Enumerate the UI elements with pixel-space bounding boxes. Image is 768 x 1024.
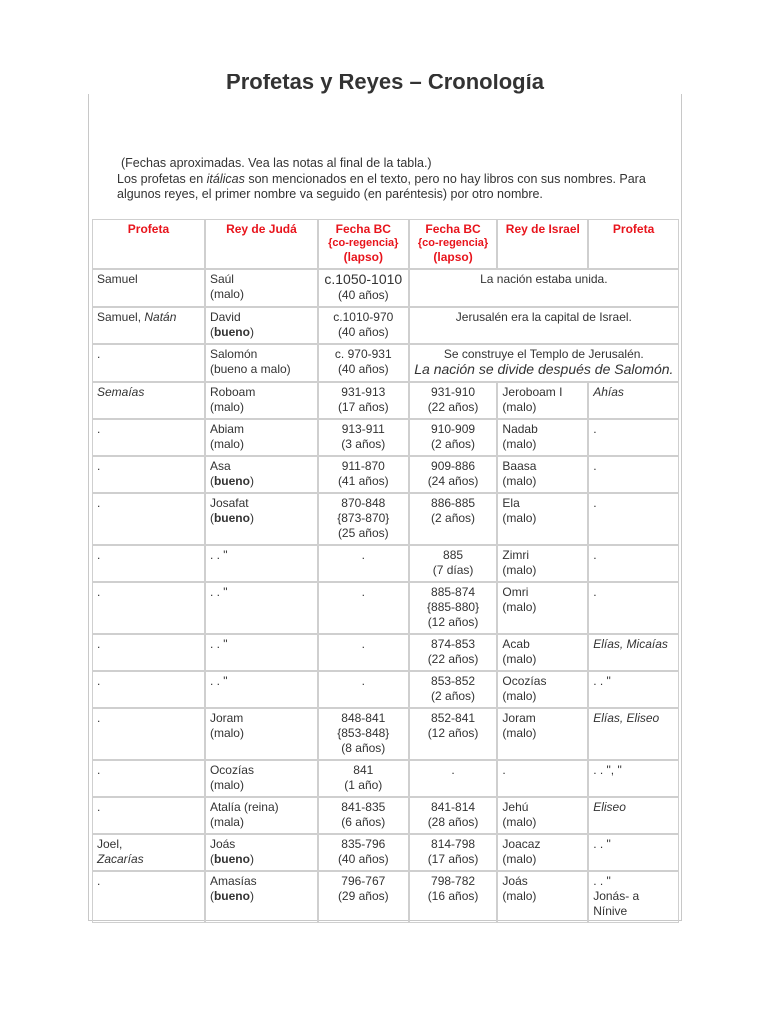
cell-fecha-israel [409,382,498,419]
lapso: (7 días) [432,563,474,577]
lapso: (12 años) [427,615,479,629]
lapso: (12 años) [427,726,479,740]
rey-name: Ocozías [502,674,547,688]
cell-rey-israel [497,493,588,545]
profeta-note: Jonás- a Nínive [593,889,640,918]
cell-rey-israel [497,797,588,834]
cell-rey-juda [205,269,318,307]
note-text: La nación estaba unida. [480,272,608,286]
rey-name: Joás [209,837,236,851]
table-row [92,344,679,382]
fecha: c.1010-970 [333,310,394,324]
cell-rey-juda: Amasías (bueno) [205,871,318,923]
profeta-name: . [97,422,101,436]
rey-name: Jehú [502,800,529,814]
cell-rey-juda [205,760,318,797]
cell-rey-juda [205,344,318,382]
fecha: 931-913 [341,385,386,399]
rey-quality: bueno [213,511,250,525]
rey-quality: (malo) [209,778,244,792]
rey-name: Ela [502,496,520,510]
cell-fecha-israel [409,871,498,923]
cell-fecha-juda [318,307,409,344]
lapso: (6 años) [341,815,386,829]
fecha: 874-853 [431,637,476,651]
rey-quality: (malo) [502,437,537,451]
cell-rey-juda: Asa (bueno) [205,456,318,493]
profeta-name: . . ", " [593,763,622,777]
cell-rey-israel [497,871,588,923]
profeta-name: . [593,548,597,562]
profeta-name: . [97,585,101,599]
profeta-name: . [97,496,101,510]
profeta-name: . . " [593,674,611,688]
cell-rey-juda [205,582,318,634]
cell-rey-juda: Josafat (bueno) [205,493,318,545]
rey-name: Baasa [502,459,537,473]
profeta-name: . [97,548,101,562]
fecha: . [361,585,365,599]
table-row [92,493,679,545]
table-row [92,545,679,582]
fecha: . [361,548,365,562]
table-row [92,760,679,797]
cell-fecha-israel [409,634,498,671]
rey-quality: (malo) [502,652,537,666]
lapso: (17 años) [427,852,479,866]
fecha: 870-848 [341,496,386,510]
cell-rey-juda [205,382,318,419]
cell-profeta-2 [588,419,679,456]
profeta-name: . [593,496,597,510]
cell-fecha-israel [409,671,498,708]
profeta-italic: Natán [144,310,177,324]
cell-fecha-juda [318,708,409,760]
cell-fecha-juda [318,456,409,493]
lapso: (16 años) [427,889,479,903]
profeta-name: Samuel [97,272,138,286]
cell-fecha-israel [409,797,498,834]
lapso: (2 años) [431,689,476,703]
cell-rey-juda [205,708,318,760]
profeta-name: . [97,800,101,814]
cell-fecha-juda [318,671,409,708]
intro-line-2: Los profetas en itálicas son mencionados en el texto, pero no hay libros con sus nombres. Para algunos reyes, el primer nombre va seguido (en paréntesis) por otro nombre. [117,171,646,201]
profeta-name: . [97,674,101,688]
rey-name: Omri [502,585,529,599]
cell-profeta-2 [588,382,679,419]
cell-profeta-2 [588,456,679,493]
rey-name: Joram [502,711,536,725]
cell-united-note [409,344,679,382]
profeta-name: Ahías [593,385,624,399]
table-row [92,871,679,923]
coregencia: {873-870} [337,511,390,525]
cell-fecha-israel [409,582,498,634]
rey-name: Amasías [209,874,257,888]
profeta-name: Samuel, [97,310,145,324]
header-fecha-juda: Fecha BC {co-regencia} (lapso) [318,219,409,269]
cell-united-note [409,269,679,307]
cell-fecha-juda [318,634,409,671]
cell-profeta [92,269,205,307]
cell-rey-juda [205,797,318,834]
rey-name: Salomón [209,347,258,361]
cell-fecha-juda [318,871,409,923]
cell-rey-israel [497,419,588,456]
table-row [92,419,679,456]
cell-rey-israel [497,834,588,871]
rey-name: Roboam [209,385,256,399]
table-body [92,269,679,923]
cell-profeta-2 [588,797,679,834]
rey-name: Joás [502,874,528,888]
rey-quality: (malo) [502,689,537,703]
rey-quality: (malo) [502,511,537,525]
profeta-name: Elías, Eliseo [593,711,660,725]
cell-fecha-israel [409,708,498,760]
rey-quality: (malo) [502,474,537,488]
fecha: . [451,763,455,777]
cell-profeta [92,344,205,382]
fecha: 798-782 [431,874,476,888]
table-row [92,269,679,307]
cell-fecha-israel [409,419,498,456]
cell-profeta [92,708,205,760]
cell-rey-israel [497,760,588,797]
cell-profeta-2 [588,871,679,923]
rey-name: Zimri [502,548,530,562]
rey-quality: (malo) [502,400,537,414]
rey-quality: (malo) [502,600,537,614]
fecha: 909-886 [431,459,476,473]
cell-profeta-2 [588,671,679,708]
lapso: (24 años) [427,474,479,488]
table-row [92,307,679,344]
lapso: (2 años) [431,511,476,525]
rey-name: . . " [209,585,228,599]
table-row [92,456,679,493]
cell-rey-juda [205,419,318,456]
lapso: (25 años) [337,526,389,540]
lapso: (40 años) [337,362,389,376]
cell-rey-israel [497,708,588,760]
cell-profeta [92,634,205,671]
document-page [88,74,682,921]
header-rey-juda: Rey de Judá [205,219,318,269]
cell-fecha-juda [318,493,409,545]
rey-quality: (malo) [209,287,244,301]
fecha: 931-910 [431,385,476,399]
table-row [92,671,679,708]
fecha: 835-796 [341,837,386,851]
cell-profeta [92,760,205,797]
rey-name: Ocozías [209,763,254,777]
profeta-name: . [97,637,101,651]
rey-name: Joacaz [502,837,541,851]
cell-profeta-2 [588,493,679,545]
rey-quality: (malo) [209,437,244,451]
header-fecha-israel: Fecha BC {co-regencia} (lapso) [409,219,498,269]
rey-name: David [209,310,241,324]
profeta-name: . [97,711,101,725]
cell-profeta [92,834,205,871]
cell-rey-juda: Joás (bueno) [205,834,318,871]
note-text: Se construye el Templo de Jerusalén. [443,347,644,361]
table-row [92,834,679,871]
cell-united-note [409,307,679,344]
rey-quality: bueno [213,852,250,866]
fecha: 911-870 [341,459,385,473]
note-text: La nación se divide después de Salomón. [414,361,674,377]
rey-name: Joram [209,711,244,725]
profeta-name: Joel, [97,837,123,851]
fecha: 848-841 [341,711,386,725]
lapso: (22 años) [427,652,479,666]
rey-name: Josafat [209,496,249,510]
rey-name: Saúl [209,272,234,286]
cell-fecha-juda [318,760,409,797]
profeta-name: . [97,459,101,473]
lapso: (29 años) [337,889,389,903]
table-row [92,797,679,834]
fecha: 885 [443,548,464,562]
cell-fecha-juda [318,582,409,634]
lapso: (17 años) [337,400,389,414]
fecha: . [361,637,365,651]
fecha: 910-909 [431,422,476,436]
fecha: 814-798 [431,837,476,851]
lapso: (40 años) [337,288,389,302]
cell-rey-juda [205,671,318,708]
lapso: (8 años) [341,741,386,755]
profeta-name: . . " [593,874,611,888]
chronology-table [92,219,679,923]
cell-profeta-2 [588,634,679,671]
cell-profeta [92,797,205,834]
cell-profeta-2 [588,545,679,582]
cell-rey-juda: David (bueno) [205,307,318,344]
cell-profeta-2 [588,834,679,871]
profeta-name: . [97,347,101,361]
cell-rey-israel [497,582,588,634]
table-row [92,382,679,419]
lapso: (28 años) [427,815,479,829]
lapso: (1 año) [344,778,383,792]
profeta-name: . [97,763,101,777]
cell-fecha-israel [409,760,498,797]
lapso: (40 años) [337,325,389,339]
coregencia: {885-880} [427,600,480,614]
table-header-row [92,219,679,269]
cell-fecha-juda [318,382,409,419]
header-profeta-2: Profeta [588,219,679,269]
cell-rey-israel [497,382,588,419]
profeta-name: . [593,459,597,473]
cell-rey-israel [497,545,588,582]
cell-rey-juda [205,545,318,582]
rey-name: Jeroboam I [502,385,563,399]
cell-profeta [92,382,205,419]
intro-text [117,156,657,203]
profeta-name: . [593,585,597,599]
cell-profeta [92,671,205,708]
rey-quality: bueno [213,474,250,488]
profeta-name: Eliseo [593,800,626,814]
fecha: c. 970-931 [334,347,392,361]
rey-quality: (malo) [502,726,537,740]
rey-quality: bueno [213,325,250,339]
rey-quality: (malo) [209,400,244,414]
fecha: 886-885 [431,496,476,510]
cell-rey-israel [497,671,588,708]
cell-rey-israel [497,634,588,671]
cell-profeta-2 [588,582,679,634]
cell-rey-israel [497,456,588,493]
rey-quality: (bueno a malo) [209,362,291,376]
rey-quality: (malo) [209,726,244,740]
page-title: Profetas y Reyes – Cronología [226,74,544,94]
note-text: Jerusalén era la capital de Israel. [455,310,632,324]
cell-profeta [92,456,205,493]
rey-name: . . " [209,637,228,651]
profeta-name: . [593,422,597,436]
cell-fecha-israel [409,456,498,493]
rey-name: Abiam [209,422,244,436]
table-row [92,582,679,634]
lapso: (3 años) [341,437,386,451]
table-row [92,634,679,671]
profeta-name: . . " [593,837,611,851]
fecha: 852-841 [431,711,476,725]
cell-profeta-2 [588,708,679,760]
fecha: 796-767 [341,874,386,888]
rey-quality: (malo) [502,563,537,577]
fecha: . [361,674,365,688]
profeta-italic: Zacarías [97,852,144,866]
cell-fecha-juda [318,797,409,834]
rey-name: Nadab [502,422,538,436]
fecha: 841 [353,763,374,777]
fecha: 841-814 [431,800,476,814]
cell-profeta-2 [588,760,679,797]
rey-name: . . " [209,674,228,688]
cell-fecha-juda [318,269,409,307]
cell-fecha-israel [409,834,498,871]
lapso: (2 años) [431,437,476,451]
cell-profeta [92,545,205,582]
rey-name: . [502,763,506,777]
cell-fecha-juda [318,344,409,382]
rey-quality: (malo) [502,815,537,829]
cell-profeta [92,307,205,344]
rey-quality: bueno [213,889,250,903]
lapso: (41 años) [337,474,389,488]
lapso: (22 años) [427,400,479,414]
cell-fecha-israel [409,493,498,545]
rey-name: Acab [502,637,530,651]
cell-fecha-juda [318,834,409,871]
cell-profeta [92,871,205,923]
cell-fecha-israel [409,545,498,582]
rey-name: Asa [209,459,231,473]
rey-quality: (malo) [502,852,537,866]
rey-name: Atalía (reina) [209,800,279,814]
profeta-italic: Semaías [97,385,145,399]
profeta-name: . [97,874,101,888]
cell-profeta [92,419,205,456]
fecha: 841-835 [341,800,386,814]
table-row [92,708,679,760]
cell-profeta [92,582,205,634]
coregencia: {853-848} [337,726,390,740]
header-profeta: Profeta [92,219,205,269]
fecha: 913-911 [341,422,385,436]
cell-fecha-juda [318,545,409,582]
cell-rey-juda [205,634,318,671]
fecha: 885-874 [431,585,476,599]
fecha: 853-852 [431,674,476,688]
cell-profeta [92,493,205,545]
rey-quality: (malo) [502,889,537,903]
fecha: c.1050-1010 [324,271,403,287]
cell-fecha-juda [318,419,409,456]
profeta-name: Elías, Micaías [593,637,668,651]
rey-name: . . " [209,548,228,562]
intro-line-1: (Fechas aproximadas. Vea las notas al final de la tabla.) [121,156,432,170]
header-rey-israel: Rey de Israel [497,219,588,269]
lapso: (40 años) [337,852,389,866]
rey-quality: (mala) [209,815,244,829]
